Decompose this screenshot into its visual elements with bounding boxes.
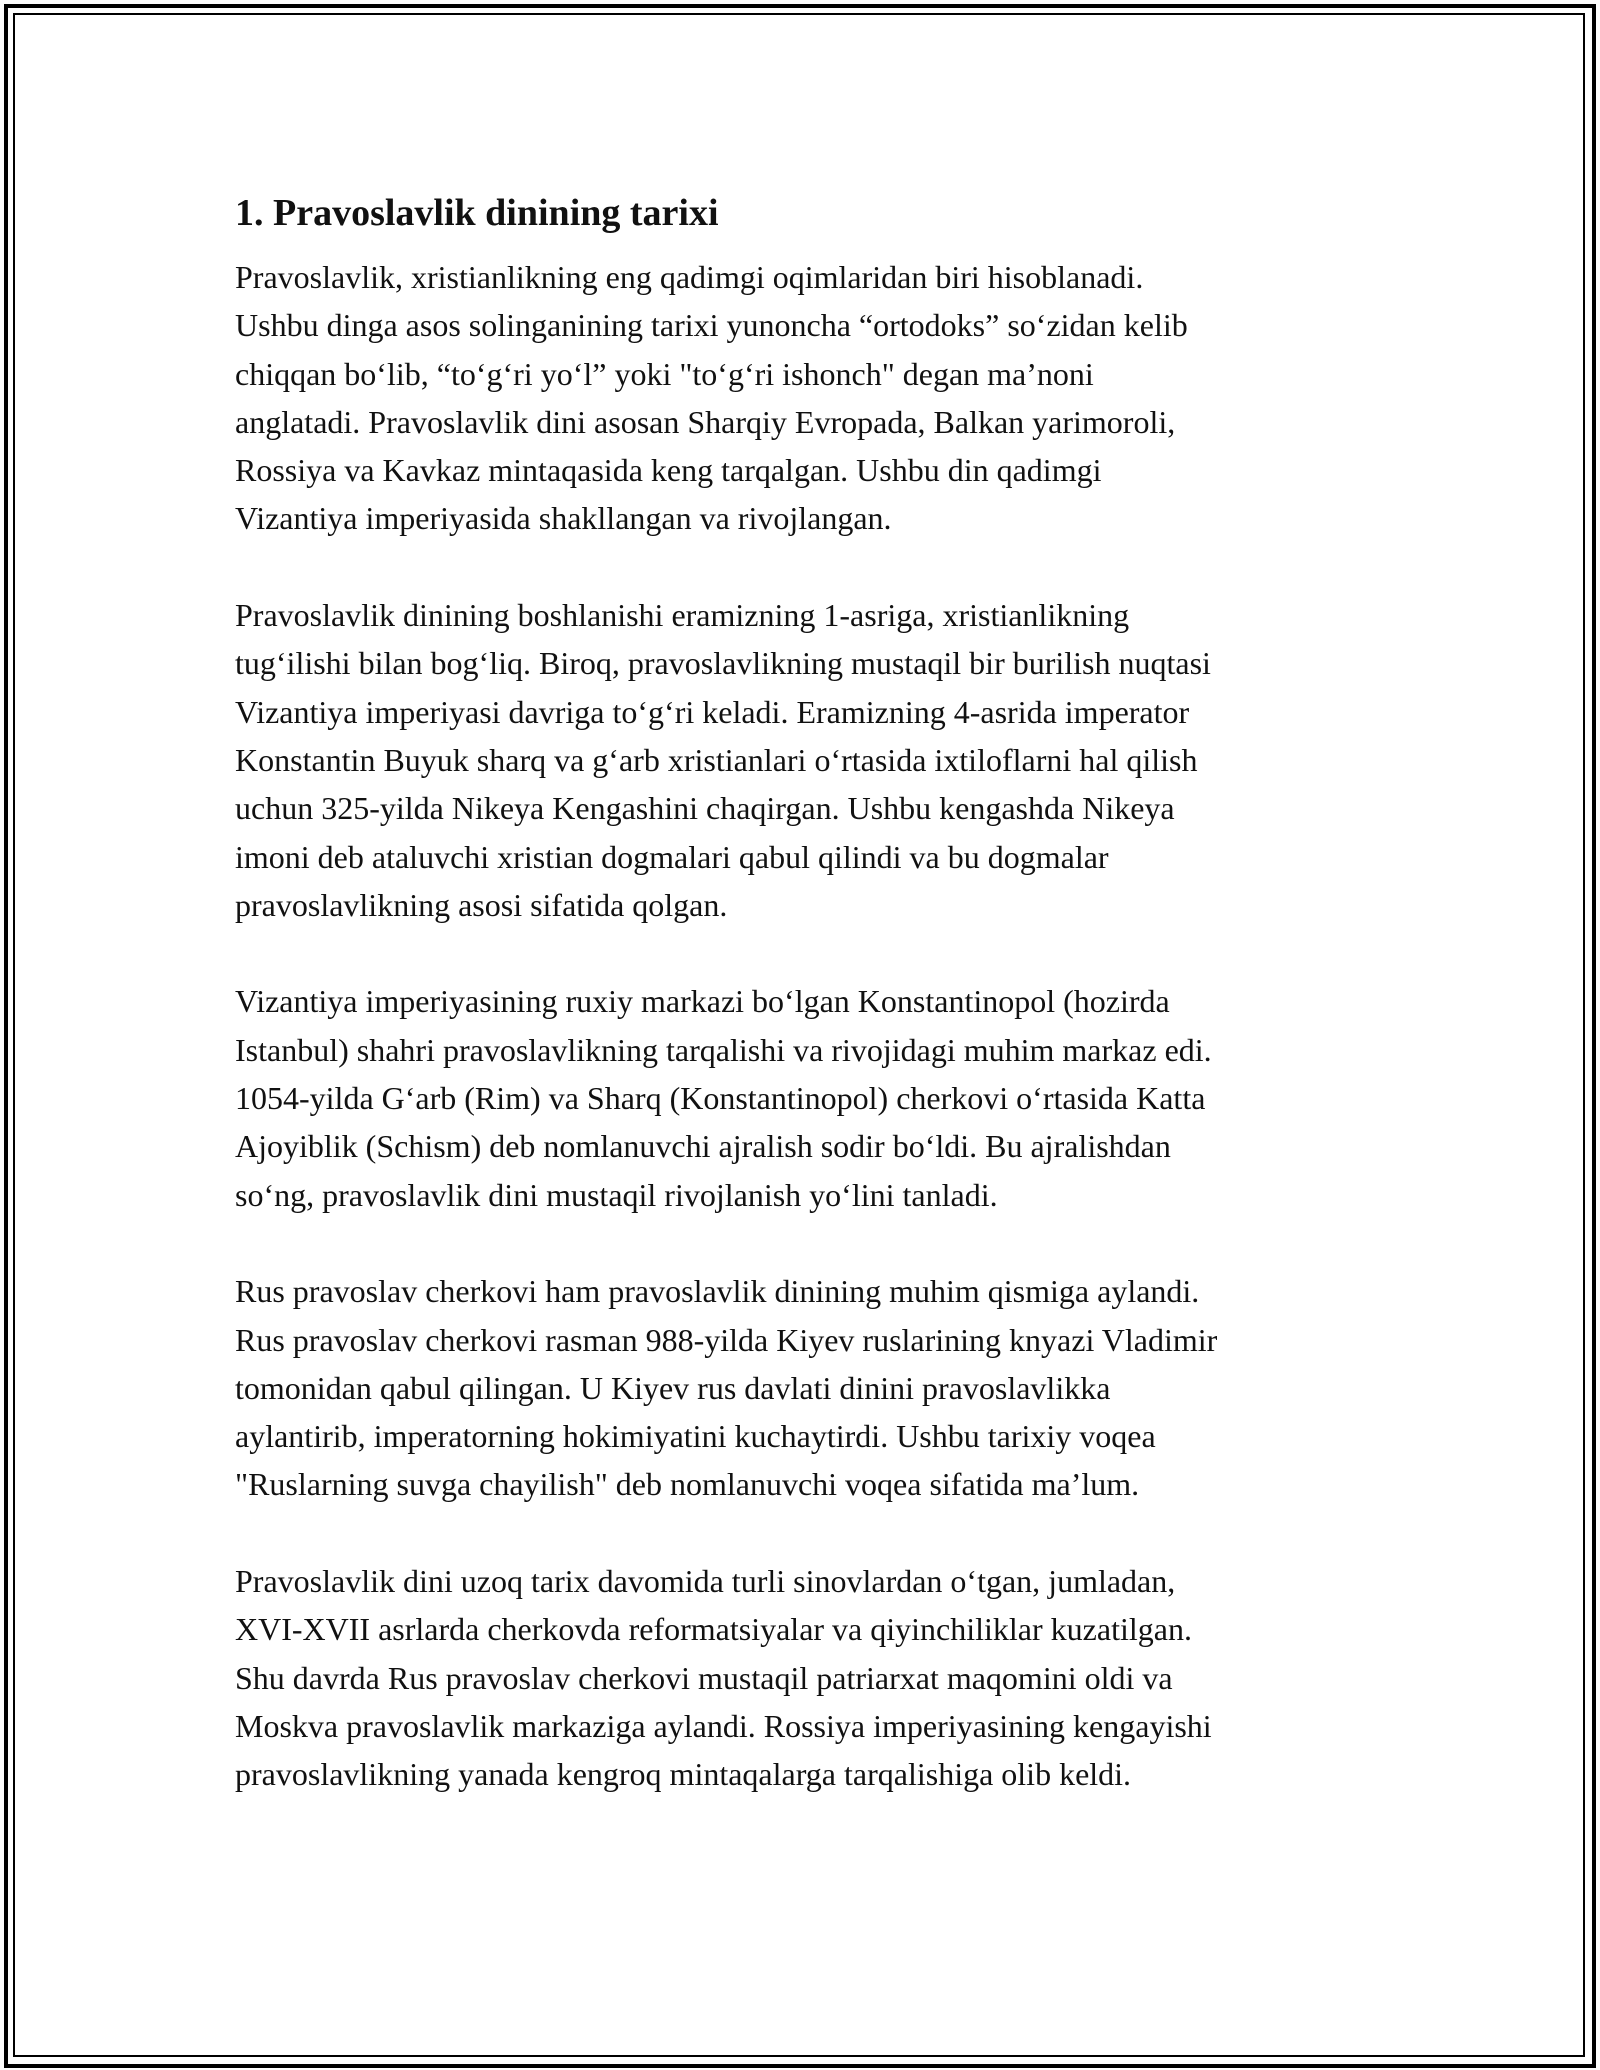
text-line: tug‘ilishi bilan bog‘liq. Biroq, pravoslavlikning mustaqil bir burilish nuqtasi: [235, 645, 1211, 682]
text-line: Vizantiya imperiyasida shakllangan va rivojlangan.: [235, 500, 892, 537]
text-line: 1054-yilda G‘arb (Rim) va Sharq (Konstantinopol) cherkovi o‘rtasida Katta: [235, 1080, 1206, 1117]
text-line: Vizantiya imperiyasining ruxiy markazi bo‘lgan Konstantinopol (hozirda: [235, 983, 1170, 1020]
text-line: XVI-XVII asrlarda cherkovda reformatsiyalar va qiyinchiliklar kuzatilgan.: [235, 1611, 1192, 1648]
text-line: Pravoslavlik, xristianlikning eng qadimgi oqimlaridan biri hisoblanadi.: [235, 259, 1144, 295]
paragraph-4: [235, 1267, 1375, 1508]
text-line: Moskva pravoslavlik markaziga aylandi. Rossiya imperiyasining kengayishi: [235, 1707, 1212, 1744]
text-line: imoni deb ataluvchi xristian dogmalari qabul qilindi va bu dogmalar: [235, 838, 1109, 875]
document-page: [235, 185, 1375, 1847]
text-line: pravoslavlikning yanada kengroq mintaqalarga tarqalishiga olib keldi.: [235, 1756, 1132, 1793]
text-line: chiqqan bo‘lib, “to‘g‘ri yo‘l” yoki "to‘g‘ri ishonch" degan ma’noni: [235, 355, 1094, 392]
text-line: so‘ng, pravoslavlik dini mustaqil rivojlanish yo‘lini tanladi.: [235, 1176, 998, 1213]
text-line: pravoslavlikning asosi sifatida qolgan.: [235, 886, 728, 923]
text-line: Rus pravoslav cherkovi ham pravoslavlik dinining muhim qismiga aylandi.: [235, 1273, 1200, 1310]
text-line: anglatadi. Pravoslavlik dini asosan Sharqiy Evropada, Balkan yarimoroli,: [235, 403, 1176, 440]
text-line: uchun 325-yilda Nikeya Kengashini chaqirgan. Ushbu kengashda Nikeya: [235, 790, 1175, 827]
paragraph-5: [235, 1557, 1375, 1798]
text-line: Rossiya va Kavkaz mintaqasida keng tarqalgan. Ushbu din qadimgi: [235, 452, 1102, 489]
text-line: Ushbu dinga asos solinganining tarixi yunoncha “ortodoks” so‘zidan kelib: [235, 307, 1188, 344]
text-line: Pravoslavlik dini uzoq tarix davomida turli sinovlardan o‘tgan, jumladan,: [235, 1563, 1176, 1600]
text-line: aylantirib, imperatorning hokimiyatini kuchaytirdi. Ushbu tarixiy voqea: [235, 1418, 1156, 1455]
text-line: tomonidan qabul qilingan. U Kiyev rus davlati dinini pravoslavlikka: [235, 1369, 1111, 1406]
text-line: Ajoyiblik (Schism) deb nomlanuvchi ajralish sodir bo‘ldi. Bu ajralishdan: [235, 1128, 1171, 1165]
text-line: Vizantiya imperiyasi davriga to‘g‘ri keladi. Eramizning 4-asrida imperator: [235, 693, 1190, 730]
paragraph-2: [235, 591, 1375, 929]
paragraph-1: [235, 253, 1375, 543]
text-line: Pravoslavlik dinining boshlanishi eramizning 1-asriga, xristianlikning: [235, 597, 1130, 634]
text-line: Konstantin Buyuk sharq va g‘arb xristianlari o‘rtasida ixtiloflarni hal qilish: [235, 741, 1198, 778]
paragraph-3: [235, 977, 1375, 1218]
text-line: Shu davrda Rus pravoslav cherkovi mustaqil patriarxat maqomini oldi va: [235, 1659, 1173, 1696]
section-heading: 1. Pravoslavlik dinining tarixi: [235, 192, 719, 234]
text-line: Rus pravoslav cherkovi rasman 988-yilda Kiyev ruslarining knyazi Vladimir: [235, 1321, 1218, 1358]
text-line: Istanbul) shahri pravoslavlikning tarqalishi va rivojidagi muhim markaz edi.: [235, 1031, 1212, 1068]
text-line: "Ruslarning suvga chayilish" deb nomlanuvchi voqea sifatida ma’lum.: [235, 1466, 1140, 1503]
